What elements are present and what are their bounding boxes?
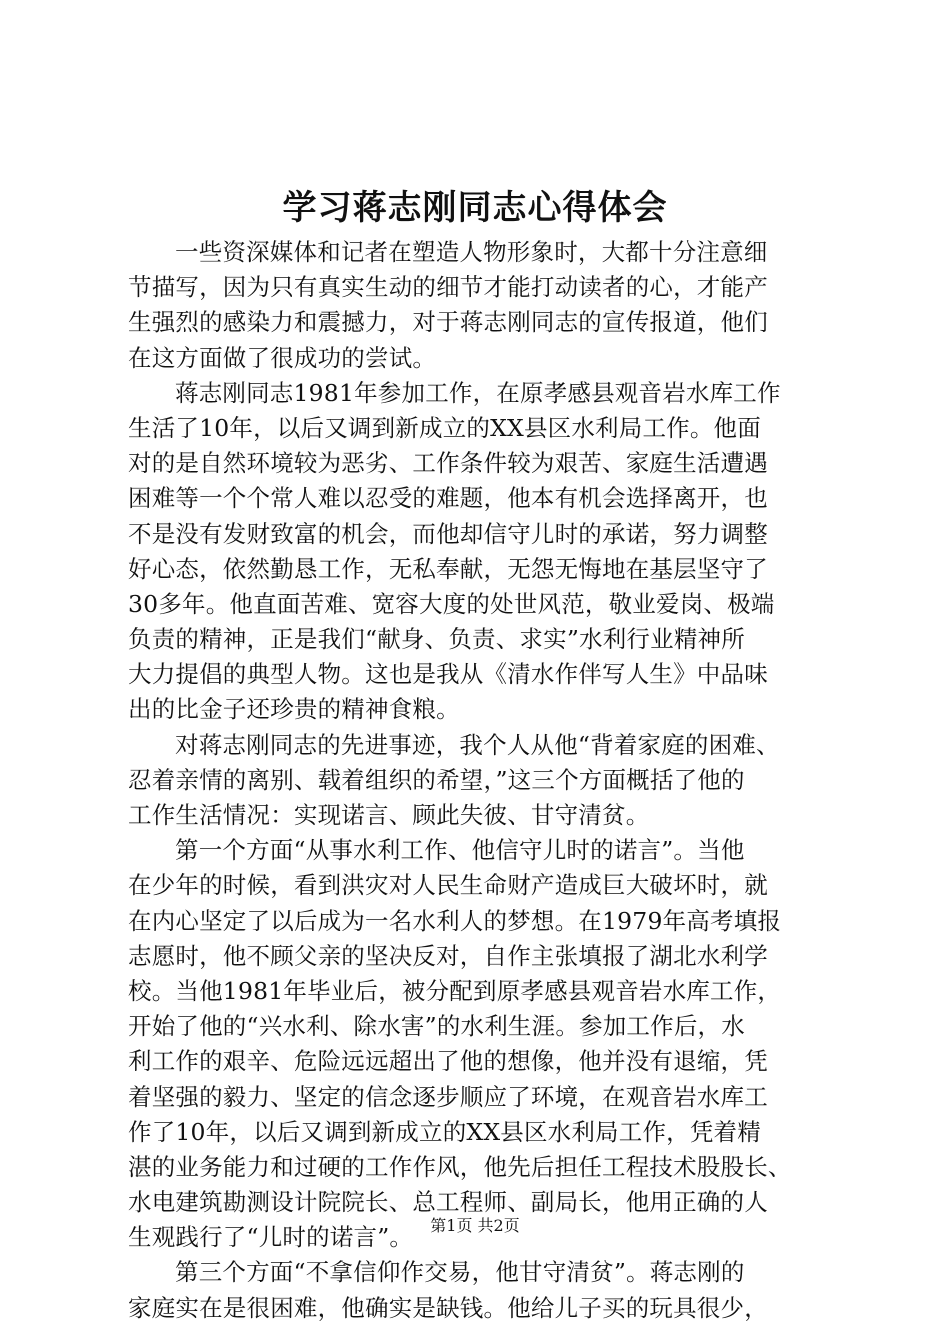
paragraph-2-line-6: 好心态，依然勤恳工作，无私奉献，无怨无悔地在基层坚守了 — [128, 554, 768, 583]
paragraph-2-line-2: 生活了10年，以后又调到新成立的XX县区水利局工作。他面 — [128, 413, 761, 442]
paragraph-4-line-3: 在内心坚定了以后成为一名水利人的梦想。在1979年高考填报 — [128, 906, 782, 935]
paragraph-4-line-10: 湛的业务能力和过硬的工作作风，他先后担任工程技术股股长、 — [128, 1152, 792, 1181]
paragraph-4-line-8: 着坚强的毅力、坚定的信念逐步顺应了环境，在观音岩水库工 — [128, 1082, 768, 1111]
paragraph-2-line-4: 困难等一个个常人难以忍受的难题，他本有机会选择离开，也 — [128, 484, 768, 513]
paragraph-1-line-2: 节描写，因为只有真实生动的细节才能打动读者的心，才能产 — [128, 273, 768, 302]
paragraph-1-line-4: 在这方面做了很成功的尝试。 — [128, 343, 437, 372]
paragraph-2-line-5: 不是没有发财致富的机会，而他却信守儿时的承诺，努力调整 — [128, 519, 768, 548]
page-footer: 第1页 共2页 — [430, 1216, 520, 1235]
paragraph-2-line-3: 对的是自然环境较为恶劣、工作条件较为艰苦、家庭生活遭遇 — [128, 449, 768, 478]
paragraph-4-line-7: 利工作的艰辛、危险远远超出了他的想像，他并没有退缩，凭 — [128, 1047, 768, 1076]
paragraph-2-line-7: 30多年。他直面苦难、宽容大度的处世风范，敬业爱岗、极端 — [128, 589, 775, 618]
paragraph-4-line-1: 第一个方面“从事水利工作、他信守儿时的诺言”。当他 — [175, 836, 745, 865]
paragraph-4-line-5: 校。当他1981年毕业后，被分配到原孝感县观音岩水库工作， — [128, 976, 782, 1005]
paragraph-2-line-1: 蒋志刚同志1981年参加工作，在原孝感县观音岩水库工作 — [175, 378, 781, 407]
paragraph-4-line-4: 志愿时，他不顾父亲的坚决反对，自作主张填报了湖北水利学 — [128, 941, 768, 970]
paragraph-4-line-9: 作了10年，以后又调到新成立的XX县区水利局工作，凭着精 — [128, 1117, 761, 1146]
paragraph-5-line-2: 家庭实在是很困难，他确实是缺钱。他给儿子买的玩具很少， — [128, 1293, 768, 1322]
paragraph-4-line-2: 在少年的时候，看到洪灾对人民生命财产造成巨大破坏时，就 — [128, 871, 768, 900]
paragraph-2-line-8: 负责的精神，正是我们“献身、负责、求实”水利行业精神所 — [128, 625, 745, 654]
paragraph-1-line-1: 一些资深媒体和记者在塑造人物形象时，大都十分注意细 — [175, 238, 768, 266]
paragraph-2-line-10: 出的比金子还珍贵的精神食粮。 — [128, 695, 460, 724]
paragraph-3-line-2: 忍着亲情的离别、载着组织的希望，”这三个方面概括了他的 — [128, 765, 745, 794]
paragraph-3-line-1: 对蒋志刚同志的先进事迹，我个人从他“背着家庭的困难、 — [175, 730, 780, 759]
paragraph-4-line-6: 开始了他的“兴水利、除水害”的水利生涯。参加工作后，水 — [128, 1012, 745, 1041]
article-body — [128, 235, 840, 1326]
paragraph-5-line-1: 第三个方面“不拿信仰作交易，他甘守清贫”。蒋志刚的 — [175, 1258, 745, 1287]
paragraph-2-line-9: 大力提倡的典型人物。这也是我从《清水作伴写人生》中品味 — [128, 660, 768, 689]
paragraph-4-line-12: 生观践行了“儿时的诺言”。 — [128, 1223, 414, 1252]
page-title: 学习蒋志刚同志心得体会 — [282, 188, 668, 228]
paragraph-4-line-11: 水电建筑勘测设计院院长、总工程师、副局长，他用正确的人 — [128, 1188, 768, 1217]
paragraph-3-line-3: 工作生活情况：实现诺言、顾此失彼、甘守清贫。 — [128, 801, 650, 829]
paragraph-1-line-3: 生强烈的感染力和震撼力，对于蒋志刚同志的宣传报道，他们 — [128, 308, 768, 337]
